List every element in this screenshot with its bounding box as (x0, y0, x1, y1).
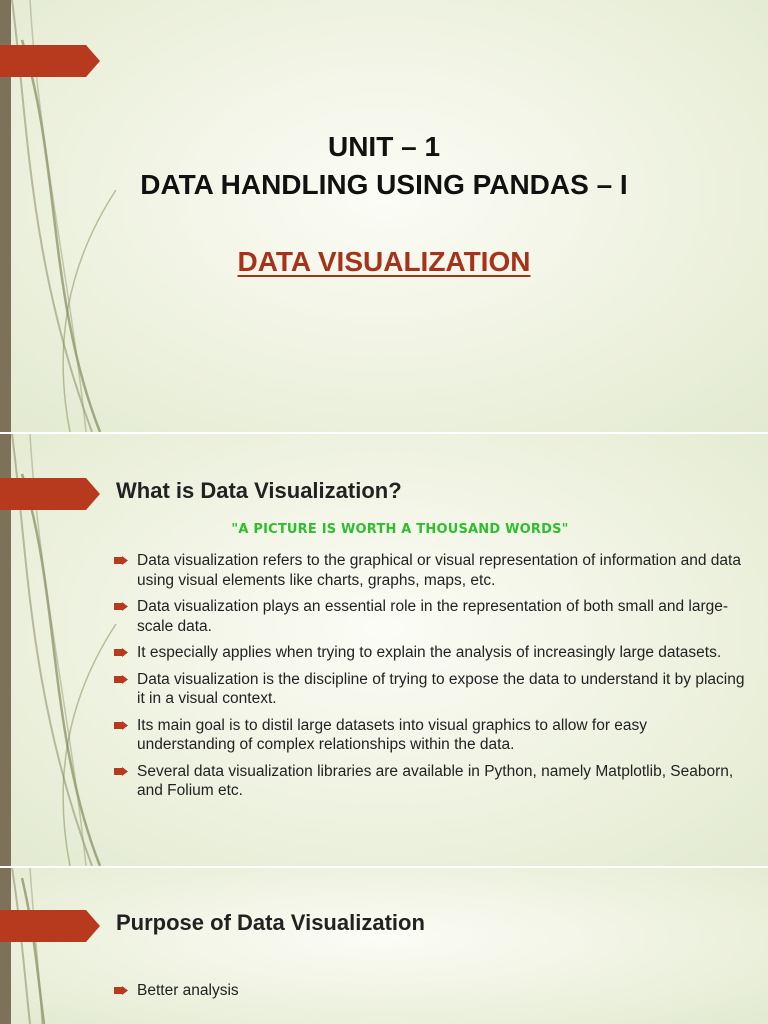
arrow-tab-icon (0, 910, 100, 942)
unit-title: UNIT – 1 (327, 131, 441, 162)
list-item (114, 551, 746, 590)
content-slide-what-is (0, 434, 768, 866)
list-item (114, 597, 746, 636)
list-item-text: Its main goal is to distil large datasets into visual graphics to allow for easy understanding of complex relationships within the data. (137, 716, 648, 753)
list-item-text: Better analysis (137, 982, 239, 999)
arrow-tab-icon (0, 478, 100, 510)
arrow-bullet-icon (114, 556, 128, 565)
bullet-list (114, 551, 746, 808)
arrow-bullet-icon (114, 602, 128, 611)
slide-heading: Purpose of Data Visualization (116, 910, 425, 935)
list-item (114, 981, 746, 1001)
list-item (114, 643, 746, 663)
subtitle (0, 243, 768, 281)
topic-title: DATA HANDLING USING PANDAS – I (140, 169, 628, 200)
arrow-bullet-icon (114, 675, 128, 684)
arrow-bullet-icon (114, 767, 128, 776)
list-item (114, 716, 746, 755)
list-item-text: Data visualization plays an essential role in the representation of both small and large-scale data. (137, 598, 729, 635)
arrow-bullet-icon (114, 648, 128, 657)
subtitle-text: DATA VISUALIZATION (237, 246, 531, 277)
list-item (114, 762, 746, 801)
arrow-tab-icon (0, 45, 100, 77)
decorative-swoosh (0, 868, 130, 1024)
list-item-text: Data visualization is the discipline of trying to expose the data to understand it by placing it in a visual context. (137, 670, 745, 707)
arrow-bullet-icon (114, 986, 128, 995)
bullet-list (114, 981, 746, 1008)
list-item-text: It especially applies when trying to explain the analysis of increasingly large datasets. (137, 644, 722, 661)
list-item-text: Several data visualization libraries are available in Python, namely Matplotlib, Seaborn, and Folium etc. (137, 762, 734, 799)
content-slide-purpose (0, 868, 768, 1024)
quote: "A PICTURE IS WORTH A THOUSAND WORDS" (231, 522, 569, 537)
title-slide (0, 0, 768, 432)
list-item (114, 670, 746, 709)
list-item-text: Data visualization refers to the graphical or visual representation of information and data using visual elements like charts, graphs, maps, etc. (137, 552, 741, 589)
arrow-bullet-icon (114, 721, 128, 730)
slide-heading: What is Data Visualization? (116, 478, 402, 503)
